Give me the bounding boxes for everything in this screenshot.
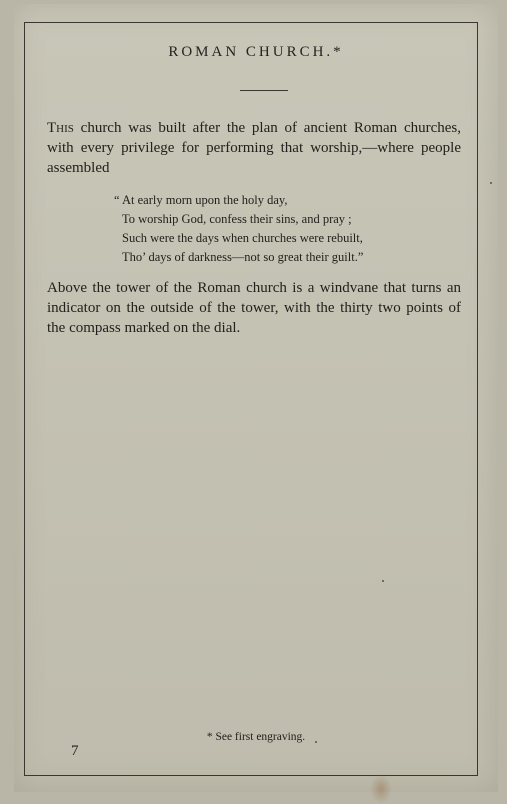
verse-line: To worship God, confess their sins, and pray ; <box>122 212 352 226</box>
verse-line: Tho’ days of darkness—not so great their guilt.” <box>122 250 364 264</box>
page-number: 7 <box>71 743 79 759</box>
paragraph-intro-text: church was built after the plan of ancient Roman churches, with every privilege for performing that worship,—where people assembled <box>47 120 461 176</box>
paragraph-intro-lead: This <box>47 120 74 136</box>
verse-line: “ At early morn upon the holy day, <box>114 193 288 207</box>
paragraph-windvane: Above the tower of the Roman church is a windvane that turns an indicator on the outside of the tower, with the thirty two points of the compass marked on the dial. <box>47 280 461 336</box>
paper-speck <box>315 741 317 743</box>
paper-speck <box>382 580 384 582</box>
paragraph-intro <box>47 118 461 178</box>
title-rule <box>240 90 288 91</box>
paper-speck <box>490 182 492 184</box>
footnote: * See first engraving. <box>206 731 306 743</box>
book-page <box>14 4 498 792</box>
verse-block <box>114 191 452 267</box>
page-title: ROMAN CHURCH.* <box>168 44 344 60</box>
verse-line: Such were the days when churches were rebuilt, <box>122 231 363 245</box>
